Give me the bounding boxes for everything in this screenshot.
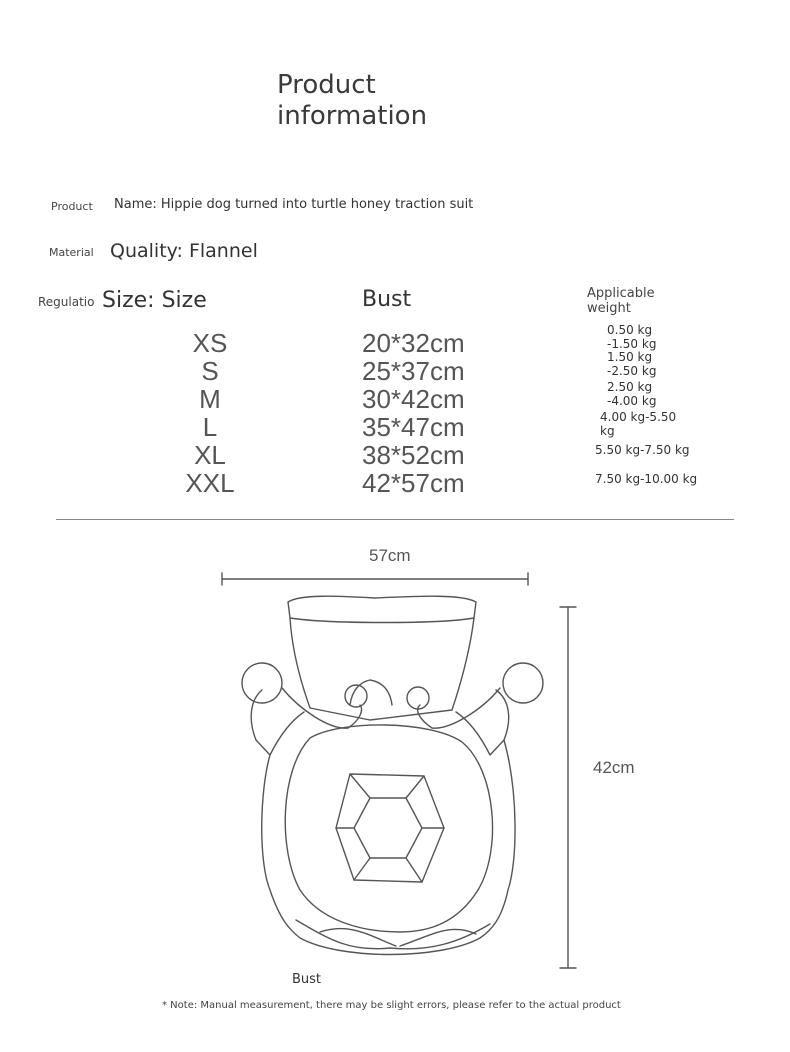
size-cell: M <box>199 384 221 414</box>
turtle-harness-illustration <box>200 560 600 980</box>
size-cell: XL <box>194 440 226 470</box>
bust-diagram-label: Bust <box>292 972 322 987</box>
bust-cell: 20*32cm <box>362 328 465 358</box>
size-cell: L <box>202 412 218 442</box>
product-name: Name: Hippie dog turned into turtle honey traction suit <box>114 197 474 212</box>
material-value: Quality: Flannel <box>110 240 258 262</box>
height-dimension-label: 42cm <box>593 758 635 777</box>
page-title: Product information <box>277 70 428 131</box>
weight-cell: 5.50 kg-7.50 kg <box>595 443 690 457</box>
regulation-label: Regulatio <box>38 295 95 309</box>
weight-cell: 2.50 kg -4.00 kg <box>607 380 657 408</box>
weight-cell: 4.00 kg-5.50 kg <box>600 410 677 438</box>
size-cell: S <box>201 356 219 386</box>
size-cell: XXL <box>185 468 235 498</box>
measurement-note: * Note: Manual measurement, there may be slight errors, please refer to the actual product <box>162 1000 621 1011</box>
bust-cell: 42*57cm <box>362 468 465 498</box>
weight-cell: 0.50 kg -1.50 kg <box>607 323 657 351</box>
bust-cell: 35*47cm <box>362 412 465 442</box>
weight-cell: 1.50 kg -2.50 kg <box>607 350 657 378</box>
weight-cell: 7.50 kg-10.00 kg <box>595 472 698 486</box>
section-divider <box>56 519 734 520</box>
bust-cell: 25*37cm <box>362 356 465 386</box>
bust-header: Bust <box>362 287 412 312</box>
material-label: Material <box>49 246 94 259</box>
bust-cell: 30*42cm <box>362 384 465 414</box>
size-header: Size: Size <box>102 288 207 313</box>
size-cell: XS <box>192 328 228 358</box>
weight-header: Applicable weight <box>587 286 655 316</box>
bust-cell: 38*52cm <box>362 440 465 470</box>
width-dimension-label: 57cm <box>369 546 411 565</box>
product-label: Product <box>51 200 93 213</box>
